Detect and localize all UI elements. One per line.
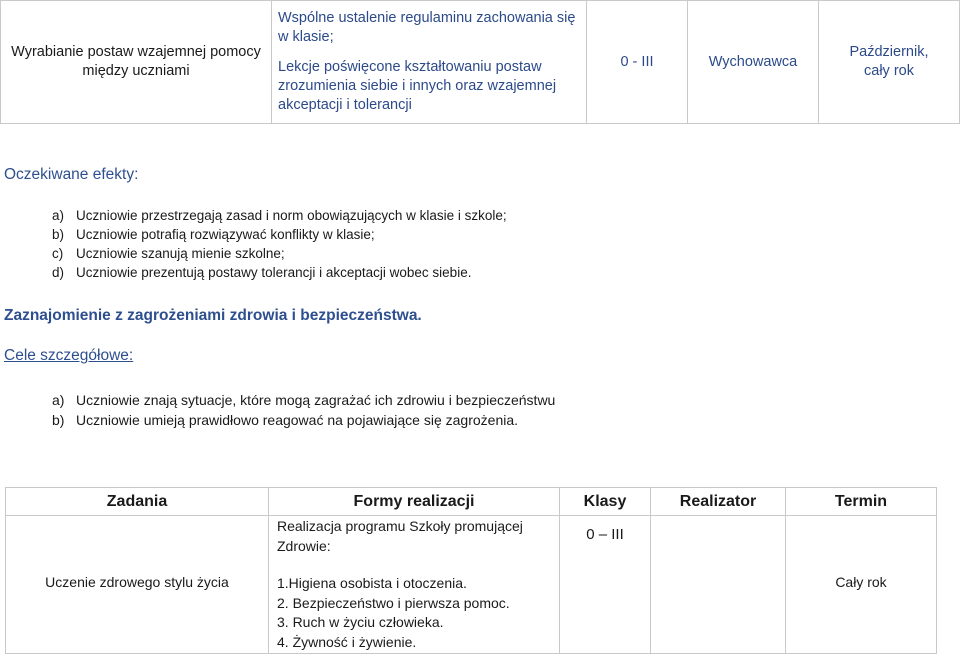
form-item: 2. Bezpieczeństwo i pierwsza pomoc. [277, 594, 510, 611]
table-header-row [6, 488, 937, 516]
list-item-text: Uczniowie umieją prawidłowo reagować na pojawiające się zagrożenia. [76, 412, 519, 428]
realizer-cell [651, 516, 786, 654]
topic-cell [1, 1, 272, 124]
realizer-cell: Wychowawca [688, 1, 819, 124]
list-item-text: Uczniowie znają sytuacje, które mogą zagrażać ich zdrowiu i bezpieczeństwu [76, 392, 556, 408]
list-item [52, 206, 507, 225]
goals-heading-text: Cele szczegółowe: [4, 347, 134, 364]
task-text: Uczenie zdrowego stylu życia [45, 574, 229, 590]
list-item [52, 390, 555, 410]
table-row [6, 516, 937, 654]
list-item-label: d) [52, 265, 65, 280]
term-text: Cały rok [835, 574, 887, 590]
list-item [52, 244, 507, 263]
column-header-realizer: Realizator [651, 488, 786, 516]
topic-text: Wyrabianie postaw wzajemnej pomocy między uczniami [11, 44, 261, 79]
list-item-label: a) [52, 392, 65, 408]
table-row [1, 1, 960, 124]
task-item: Wspólne ustalenie regulaminu zachowania się w klasie; [278, 10, 576, 45]
term-text: Październik, cały rok [849, 44, 929, 79]
form-item: 4. Żywność i żywienie. [277, 633, 417, 650]
term-cell [786, 516, 937, 654]
list-item [52, 263, 507, 282]
goals-list [52, 390, 555, 430]
goals-heading [4, 347, 133, 365]
forms-cell [269, 516, 560, 654]
expected-effects-list [52, 206, 507, 282]
form-item: 1.Higiena osobista i otoczenia. [277, 575, 467, 591]
list-item-label: a) [52, 208, 65, 223]
top-plan-table [0, 0, 960, 124]
column-header-tasks: Zadania [6, 488, 269, 516]
list-item-text: Uczniowie potrafią rozwiązywać konflikty w klasie; [76, 227, 375, 242]
list-item-text: Uczniowie szanują mienie szkolne; [76, 246, 285, 261]
health-plan-table [5, 487, 937, 654]
classes-text: 0 – III [586, 526, 624, 543]
program-text: Realizacja programu Szkoły promującej Zdrowie: [277, 518, 523, 554]
list-item [52, 225, 507, 244]
column-header-term: Termin [786, 488, 937, 516]
classes-cell [560, 516, 651, 654]
list-item-label: c) [52, 246, 64, 261]
list-item-text: Uczniowie przestrzegają zasad i norm obowiązujących w klasie i szkole; [76, 208, 507, 223]
task-item: Lekcje poświęcone kształtowaniu postaw zrozumienia siebie i innych oraz wzajemnej akceptacji i tolerancji [278, 59, 557, 113]
column-header-forms: Formy realizacji [269, 488, 560, 516]
list-item [52, 410, 555, 430]
column-header-classes: Klasy [560, 488, 651, 516]
form-item: 3. Ruch w życiu człowieka. [277, 614, 444, 630]
tasks-cell [272, 1, 587, 124]
classes-cell: 0 - III [587, 1, 688, 124]
section-heading: Zaznajomienie z zagrożeniami zdrowia i bezpieczeństwa. [4, 307, 422, 324]
list-item-label: b) [52, 412, 65, 428]
list-item-label: b) [52, 227, 65, 242]
task-cell [6, 516, 269, 654]
term-cell [819, 1, 960, 124]
list-item-text: Uczniowie prezentują postawy tolerancji i akceptacji wobec siebie. [76, 265, 472, 280]
expected-effects-heading: Oczekiwane efekty: [4, 166, 139, 183]
